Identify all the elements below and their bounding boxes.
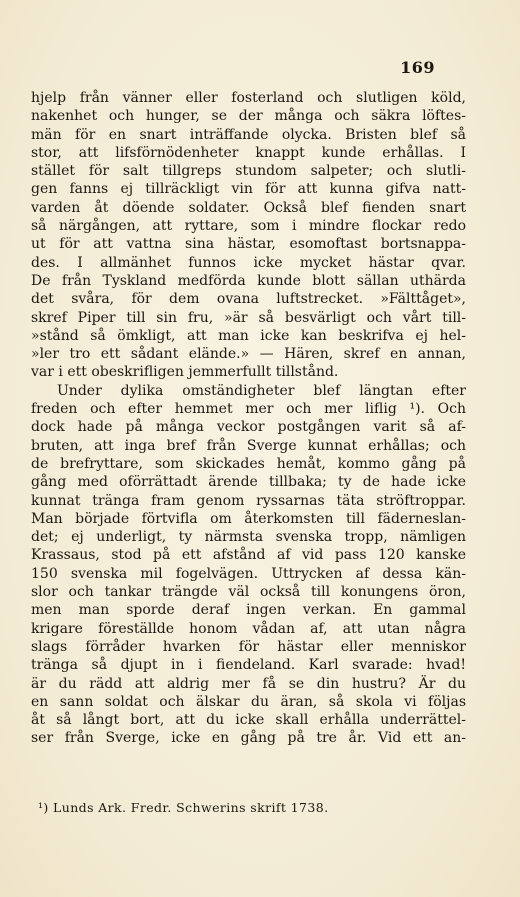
text-line: dock hade på många veckor postgången varit så af- <box>31 419 466 436</box>
text-line: »stånd så ömkligt, att man icke kan beskrifva ej hel- <box>31 327 466 344</box>
text-line: de brefryttare, som skickades hemåt, kommo gång på <box>31 455 466 472</box>
text-line: skref Piper till sin fru, »är så besvärligt och vårt till- <box>31 309 466 326</box>
text-line: slor och tankar trängde väl också till konungens öron, <box>31 584 466 601</box>
text-line: är du rädd att aldrig mer få se din hustru? Är du <box>31 675 466 692</box>
text-line: män för en snart inträffande olycka. Bristen blef så <box>31 126 466 143</box>
text-line: nakenhet och hunger, se der många och säkra löftes- <box>31 108 466 125</box>
page-number: 169 <box>400 58 435 77</box>
text-line: freden och efter hemmet mer och mer liflig ¹). Och <box>31 401 466 418</box>
text-line: Under dylika omständigheter blef längtan efter <box>57 382 466 399</box>
text-line: åt så långt bort, att du icke skall erhålla underrättel- <box>31 712 466 729</box>
text-line: Man började förtvifla om återkomsten till fäderneslan- <box>31 510 466 527</box>
text-line: slags förråder hvarken för hästar eller menniskor <box>31 638 466 655</box>
text-line: des. I allmänhet funnos icke mycket hästar qvar. <box>31 254 466 271</box>
text-line: »ler tro ett sådant elände.» — Hären, skref en annan, <box>31 346 466 363</box>
text-line: men man sporde deraf ingen verkan. En gammal <box>31 602 466 619</box>
footnote: ¹) Lunds Ark. Fredr. Schwerins skrift 1738. <box>38 800 329 815</box>
text-line: gen fanns ej tillräckligt vin för att kunna gifva natt- <box>31 181 466 198</box>
text-line: 150 svenska mil fogelvägen. Uttrycken af dessa kän- <box>31 565 466 582</box>
text-line: De från Tyskland medförda kunde blott sällan uthärda <box>31 272 466 289</box>
text-line: Krassaus, stod på ett afstånd af vid pass 120 kanske <box>31 547 466 564</box>
text-line: varden åt döende soldater. Också blef fienden snart <box>31 199 466 216</box>
text-line: stället för salt tillgreps stundom salpeter; och slutli- <box>31 163 466 180</box>
text-line: bruten, att inga bref från Sverge kunnat erhållas; och <box>31 437 466 454</box>
text-line: hjelp från vänner eller fosterland och slutligen köld, <box>31 90 466 106</box>
text-line: krigare föreställde honom vådan af, att utan några <box>31 620 466 637</box>
text-line: kunnat tränga fram genom ryssarnas täta ströftroppar. <box>31 492 466 509</box>
text-line: tränga så djupt in i fiendeland. Karl svarade: hvad! <box>31 657 466 674</box>
text-line: ser från Sverge, icke en gång på tre år. Vid ett an- <box>31 730 466 747</box>
text-line: så närgången, att ryttare, som i mindre flockar redo <box>31 218 466 235</box>
text-line: var i ett obeskrifligen jemmerfullt tillstånd. <box>31 364 339 381</box>
text-line: stor, att lifsförnödenheter knappt kunde erhållas. I <box>31 144 466 161</box>
text-line: en sann soldat och älskar du äran, så skola vi följas <box>31 693 466 710</box>
text-line: gång med oförrättadt ärende tillbaka; ty de hade icke <box>31 474 466 491</box>
text-line: ut för att vattna sina hästar, esomoftast bortsnappa- <box>31 236 466 253</box>
text-line: det svåra, för dem ovana luftstrecket. »Fälttåget», <box>31 291 466 308</box>
text-line: det; ej underligt, ty närmsta svenska tropp, nämligen <box>31 529 466 546</box>
body-text <box>31 89 466 748</box>
